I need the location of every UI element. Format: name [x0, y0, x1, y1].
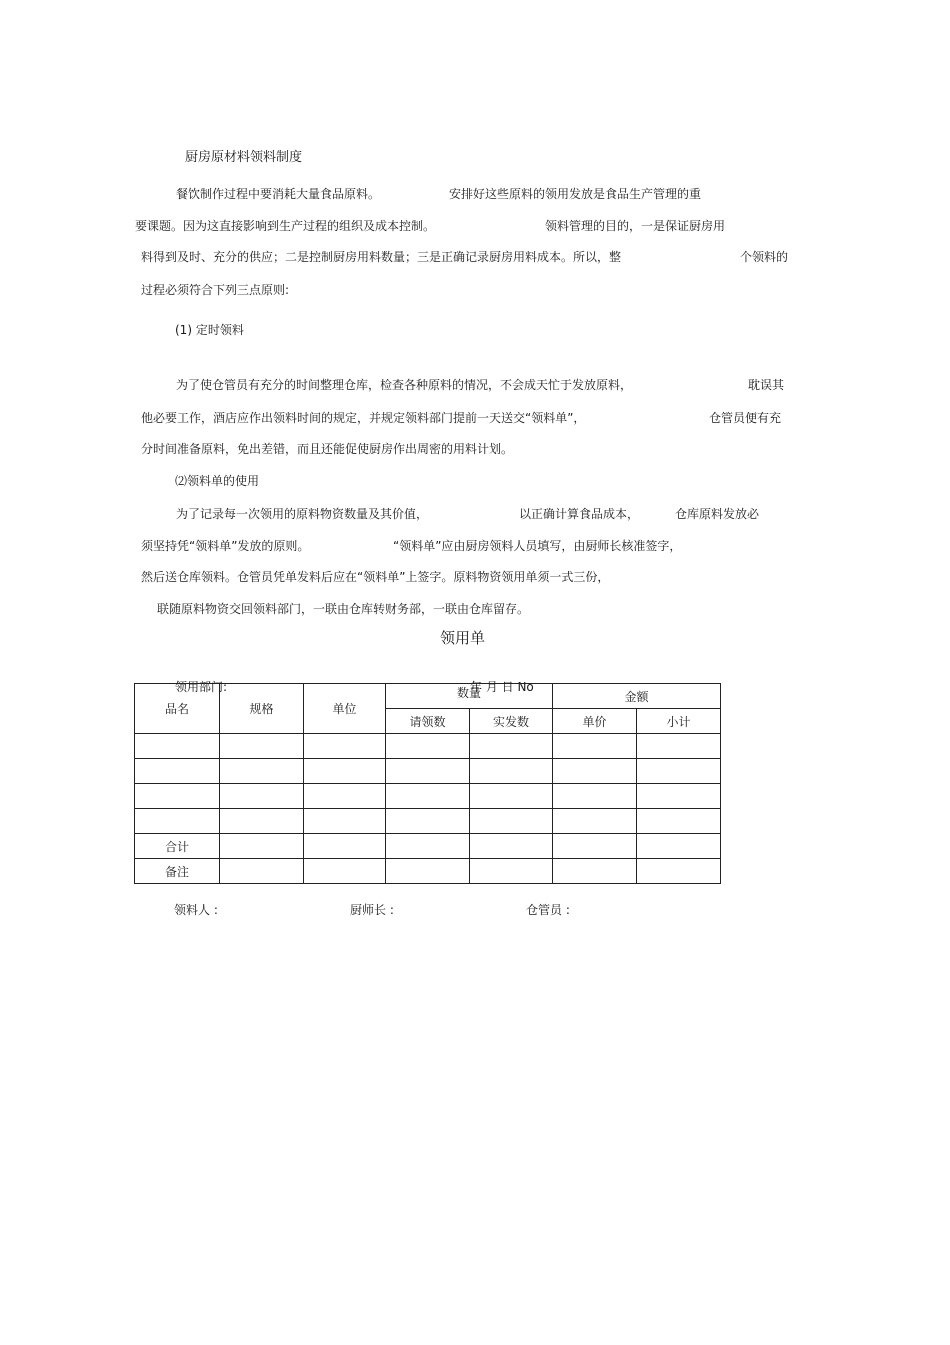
table-cell — [304, 734, 386, 759]
body-text-line: 联随原料物资交回领料部门，一联由仓库转财务部，一联由仓库留存。 — [157, 602, 530, 616]
table-cell — [220, 834, 304, 859]
table-cell — [470, 784, 553, 809]
table-cell — [553, 734, 637, 759]
body-text-line: 个领料的 — [740, 250, 789, 264]
table-cell — [470, 834, 553, 859]
table-cell — [637, 859, 721, 884]
requester-signature-label: 领料人 : — [174, 903, 218, 917]
body-text-line: 为了记录每一次领用的原料物资数量及其价值， — [176, 507, 429, 521]
body-text-line: ⑵领料单的使用 — [175, 474, 260, 488]
body-text-line: (1) 定时领料 — [175, 323, 244, 337]
table-cell — [386, 834, 470, 859]
header-quantity-requested: 请领数 — [386, 709, 470, 734]
requisition-table — [134, 683, 721, 884]
table-cell — [220, 759, 304, 784]
table-cell — [470, 859, 553, 884]
document-title: 厨房原材料领料制度 — [185, 150, 303, 165]
table-cell — [135, 809, 220, 834]
table-cell — [470, 734, 553, 759]
body-text-line: 为了使仓管员有充分的时间整理仓库，检查各种原料的情况，不会成天忙于发放原料， — [176, 378, 633, 392]
header-amount: 金额 — [553, 684, 721, 709]
table-cell — [304, 784, 386, 809]
body-text-line: 仓管员便有充 — [709, 411, 782, 425]
table-cell — [637, 834, 721, 859]
remarks-label: 备注 — [135, 859, 220, 884]
body-text-line: 然后送仓库领料。仓管员凭单发料后应在“领料单”上签字。原料物资领用单须一式三份， — [141, 570, 610, 584]
table-cell — [386, 859, 470, 884]
warehouse-keeper-signature-label: 仓管员 : — [526, 903, 570, 917]
header-unit-price: 单价 — [553, 709, 637, 734]
table-cell — [553, 759, 637, 784]
body-text-line: 过程必须符合下列三点原则: — [141, 283, 290, 297]
body-text-line: 分时间准备原料，免出差错，而且还能促使厨房作出周密的用料计划。 — [141, 442, 514, 456]
body-text-line: 安排好这些原料的领用发放是食品生产管理的重 — [449, 187, 702, 201]
header-item-name: 品名 — [135, 684, 220, 734]
header-quantity-issued: 实发数 — [470, 709, 553, 734]
remarks-row — [135, 859, 721, 884]
table-cell — [386, 784, 470, 809]
table-cell — [553, 809, 637, 834]
header-subtotal: 小计 — [637, 709, 721, 734]
header-quantity — [386, 684, 553, 709]
table-cell — [135, 759, 220, 784]
table-cell — [304, 809, 386, 834]
header-spec: 规格 — [220, 684, 304, 734]
body-text-line: 餐饮制作过程中要消耗大量食品原料。 — [176, 187, 381, 201]
body-text-line: 他必要工作，酒店应作出领料时间的规定，并规定领料部门提前一天送交“领料单”， — [141, 411, 586, 425]
table-row — [135, 784, 721, 809]
table-cell — [386, 809, 470, 834]
body-text-line: “领料单”应由厨房领料人员填写，由厨师长核准签字， — [393, 539, 682, 553]
table-cell — [220, 784, 304, 809]
form-title: 领用单 — [440, 629, 486, 647]
table-cell — [470, 759, 553, 784]
table-cell — [135, 734, 220, 759]
table-cell — [637, 759, 721, 784]
header-unit: 单位 — [304, 684, 386, 734]
table-cell — [220, 859, 304, 884]
table-row — [135, 809, 721, 834]
table-cell — [304, 859, 386, 884]
table-cell — [553, 834, 637, 859]
table-cell — [304, 834, 386, 859]
table-cell — [304, 759, 386, 784]
date-number-label: 年 月 日 No — [470, 680, 534, 694]
department-label: 领用部门: — [175, 680, 228, 694]
body-text-line: 要课题。因为这直接影响到生产过程的组织及成本控制。 — [135, 219, 436, 233]
total-label: 合计 — [135, 834, 220, 859]
table-cell — [220, 809, 304, 834]
total-row — [135, 834, 721, 859]
table-row — [135, 759, 721, 784]
table-cell — [135, 784, 220, 809]
table-cell — [553, 859, 637, 884]
table-cell — [386, 759, 470, 784]
body-text-line: 耽误其 — [748, 378, 785, 392]
table-cell — [637, 734, 721, 759]
table-cell — [386, 734, 470, 759]
chef-signature-label: 厨师长 : — [350, 903, 394, 917]
header-quantity-label: 数量 — [457, 685, 482, 700]
body-text-line: 须坚持凭“领料单”发放的原则。 — [141, 539, 310, 553]
table-cell — [553, 784, 637, 809]
body-text-line: 以正确计算食品成本， — [519, 507, 640, 521]
table-cell — [220, 734, 304, 759]
table-row — [135, 734, 721, 759]
body-text-line: 领料管理的目的，一是保证厨房用 — [545, 219, 726, 233]
body-text-line: 料得到及时、充分的供应；二是控制厨房用料数量；三是正确记录厨房用料成本。所以，整 — [141, 250, 622, 264]
body-text-line: 仓库原料发放必 — [675, 507, 760, 521]
table-cell — [637, 809, 721, 834]
table-cell — [637, 784, 721, 809]
table-cell — [470, 809, 553, 834]
